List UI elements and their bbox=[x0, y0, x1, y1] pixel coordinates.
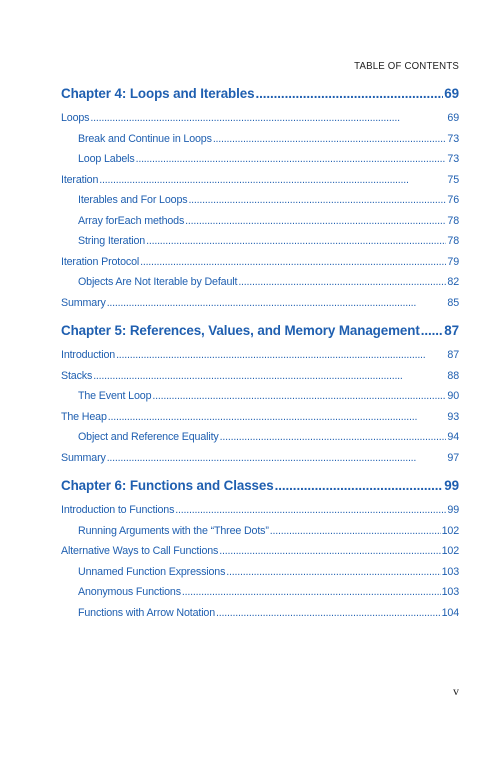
dot-leader bbox=[188, 190, 446, 211]
toc-entry-title: Break and Continue in Loops bbox=[78, 132, 212, 145]
toc-entry-title: Unnamed Function Expressions bbox=[78, 565, 226, 578]
toc-entry-title: Objects Are Not Iterable by Default bbox=[78, 276, 238, 288]
toc-entry-page: 82 bbox=[447, 276, 459, 288]
toc-subsection-entry[interactable] bbox=[61, 582, 459, 603]
toc-entry-title: Iteration bbox=[61, 173, 99, 186]
table-of-contents bbox=[61, 82, 459, 623]
toc-chapter-entry[interactable] bbox=[61, 319, 459, 343]
dot-leader bbox=[99, 170, 446, 191]
dot-leader bbox=[220, 427, 447, 448]
toc-subsection-entry[interactable] bbox=[61, 129, 459, 150]
toc-entry-title: Running Arguments with the “Three Dots” bbox=[78, 524, 269, 537]
toc-entry-title: Introduction to Functions bbox=[61, 504, 175, 516]
toc-section-entry[interactable] bbox=[61, 407, 459, 428]
toc-entry-title: Iteration Protocol bbox=[61, 255, 140, 268]
toc-section-entry[interactable] bbox=[61, 448, 459, 469]
dot-leader bbox=[226, 562, 440, 583]
toc-entry-page: 78 bbox=[447, 235, 459, 247]
toc-section-entry[interactable] bbox=[61, 345, 459, 366]
dot-leader bbox=[185, 211, 446, 232]
toc-entry-title: Stacks bbox=[61, 369, 93, 382]
toc-entry-title: Functions with Arrow Notation bbox=[78, 606, 216, 619]
toc-entry-page: 73 bbox=[447, 132, 459, 145]
toc-entry-page: 94 bbox=[447, 431, 459, 443]
dot-leader bbox=[136, 149, 447, 170]
dot-leader bbox=[213, 129, 447, 150]
toc-subsection-entry[interactable] bbox=[61, 427, 459, 448]
toc-entry-page: 73 bbox=[447, 153, 459, 165]
toc-entry-page: 99 bbox=[444, 478, 459, 493]
toc-entry-page: 104 bbox=[441, 606, 459, 619]
toc-entry-page: 79 bbox=[447, 255, 459, 268]
toc-subsection-entry[interactable] bbox=[61, 149, 459, 170]
toc-chapter-entry[interactable] bbox=[61, 474, 459, 498]
toc-subsection-entry[interactable] bbox=[61, 603, 459, 624]
dot-leader bbox=[152, 386, 446, 407]
toc-entry-title: Iterables and For Loops bbox=[78, 194, 188, 206]
toc-entry-title: Summary bbox=[61, 451, 106, 464]
dot-leader bbox=[146, 231, 446, 252]
toc-entry-page: 102 bbox=[441, 524, 459, 537]
toc-section-entry[interactable] bbox=[61, 500, 459, 521]
toc-entry-page: 87 bbox=[444, 323, 459, 338]
toc-entry-page: 69 bbox=[447, 112, 459, 124]
toc-entry-page: 102 bbox=[441, 545, 459, 557]
toc-entry-title: Introduction bbox=[61, 349, 116, 361]
toc-subsection-entry[interactable] bbox=[61, 272, 459, 293]
toc-entry-page: 103 bbox=[441, 586, 459, 598]
toc-entry-title: Loops bbox=[61, 112, 90, 124]
toc-subsection-entry[interactable] bbox=[61, 190, 459, 211]
dot-leader bbox=[93, 366, 446, 387]
toc-subsection-entry[interactable] bbox=[61, 211, 459, 232]
dot-leader bbox=[116, 345, 446, 366]
toc-section-entry[interactable] bbox=[61, 293, 459, 314]
dot-leader bbox=[216, 603, 441, 624]
toc-section-entry[interactable] bbox=[61, 366, 459, 387]
toc-entry-title: Object and Reference Equality bbox=[78, 431, 219, 443]
toc-entry-title: String Iteration bbox=[78, 235, 146, 247]
toc-subsection-entry[interactable] bbox=[61, 521, 459, 542]
dot-leader bbox=[421, 319, 444, 343]
toc-entry-title: The Heap bbox=[61, 410, 107, 423]
dot-leader bbox=[140, 252, 446, 273]
dot-leader bbox=[108, 407, 447, 428]
toc-chapter-entry[interactable] bbox=[61, 82, 459, 106]
toc-entry-title: Loop Labels bbox=[78, 153, 135, 165]
toc-entry-page: 76 bbox=[447, 194, 459, 206]
dot-leader bbox=[90, 108, 446, 129]
toc-entry-page: 97 bbox=[447, 451, 459, 464]
toc-section-entry[interactable] bbox=[61, 170, 459, 191]
toc-entry-title: Chapter 4: Loops and Iterables bbox=[61, 86, 255, 101]
toc-entry-title: The Event Loop bbox=[78, 390, 152, 402]
toc-entry-page: 93 bbox=[447, 410, 459, 423]
dot-leader bbox=[219, 541, 440, 562]
toc-subsection-entry[interactable] bbox=[61, 562, 459, 583]
toc-entry-page: 69 bbox=[444, 86, 459, 101]
dot-leader bbox=[255, 82, 443, 106]
toc-entry-title: Summary bbox=[61, 296, 106, 309]
toc-entry-title: Array forEach methods bbox=[78, 214, 185, 227]
dot-leader bbox=[107, 448, 447, 469]
dot-leader bbox=[270, 521, 441, 542]
dot-leader bbox=[238, 272, 446, 293]
toc-entry-title: Chapter 5: References, Values, and Memory Management bbox=[61, 323, 420, 338]
toc-entry-page: 75 bbox=[447, 173, 459, 186]
toc-entry-page: 87 bbox=[447, 349, 459, 361]
toc-entry-page: 90 bbox=[447, 390, 459, 402]
dot-leader bbox=[175, 500, 446, 521]
toc-section-entry[interactable] bbox=[61, 252, 459, 273]
toc-entry-title: Alternative Ways to Call Functions bbox=[61, 545, 219, 557]
toc-entry-page: 103 bbox=[441, 565, 459, 578]
toc-section-entry[interactable] bbox=[61, 541, 459, 562]
page-number: v bbox=[453, 684, 459, 698]
toc-subsection-entry[interactable] bbox=[61, 231, 459, 252]
toc-entry-title: Anonymous Functions bbox=[78, 586, 181, 598]
toc-entry-title: Chapter 6: Functions and Classes bbox=[61, 478, 274, 493]
dot-leader bbox=[182, 582, 441, 603]
toc-entry-page: 85 bbox=[447, 296, 459, 309]
toc-entry-page: 78 bbox=[447, 214, 459, 227]
toc-entry-page: 99 bbox=[447, 504, 459, 516]
dot-leader bbox=[107, 293, 447, 314]
running-head: TABLE OF CONTENTS bbox=[354, 60, 459, 72]
toc-subsection-entry[interactable] bbox=[61, 386, 459, 407]
toc-section-entry[interactable] bbox=[61, 108, 459, 129]
dot-leader bbox=[275, 474, 444, 498]
toc-entry-page: 88 bbox=[447, 369, 459, 382]
